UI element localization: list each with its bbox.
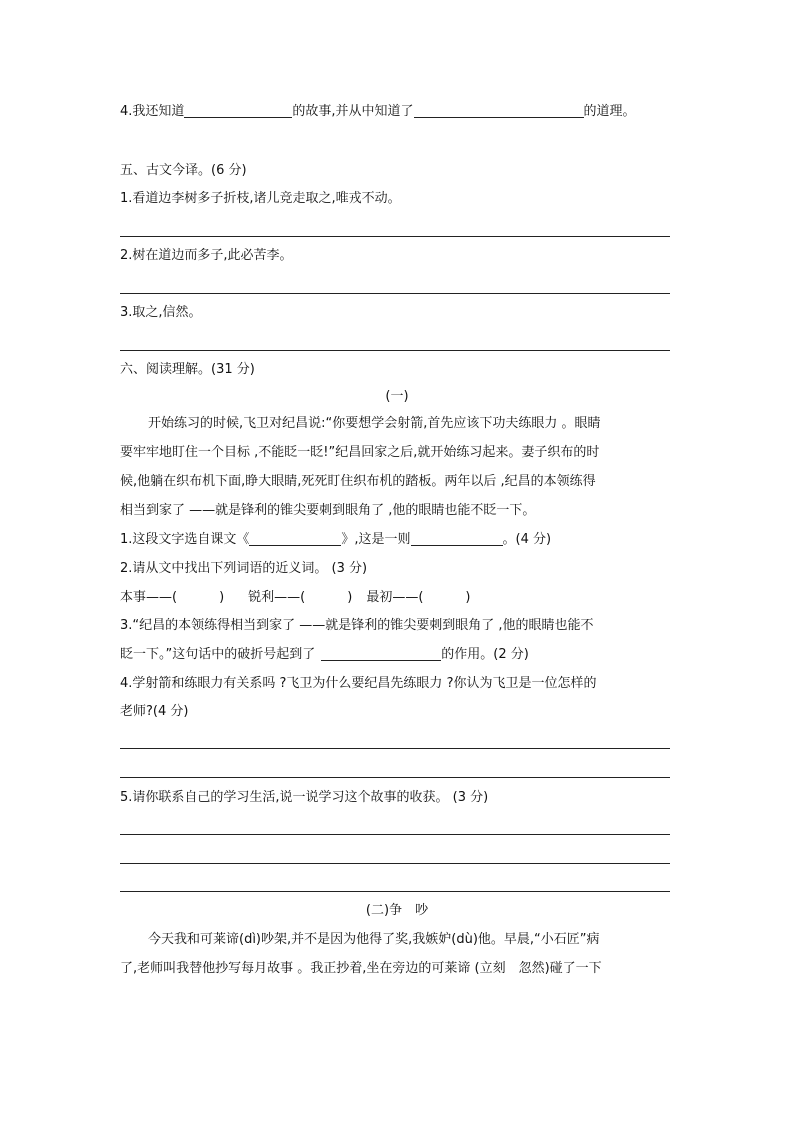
section5-title: 五、古文今译。(6 分) (120, 163, 247, 178)
q1-text-b: 》,这是一则 (341, 532, 411, 547)
q1-text-a: 1.这段文字选自课文《 (120, 532, 250, 547)
passage-line-4: 相当到家了 ——就是锋利的锥尖要刺到眼角了 ,他的眼睛也能不眨一下。 (120, 503, 536, 518)
q3-text-a: 眨一下。”这句话中的破折号起到了 (120, 647, 316, 662)
q4-prev-text-a: 4.我还知道 (120, 104, 185, 119)
q1-line (120, 531, 551, 549)
q1-blank-1[interactable] (249, 531, 341, 546)
q1-blank-2[interactable] (411, 531, 503, 546)
q4-prev-line (120, 103, 636, 121)
q4-line-1: 4.学射箭和练眼力有关系吗 ?飞卫为什么要纪昌先练眼力 ?你认为飞卫是一位怎样的 (120, 676, 597, 691)
q4-prev-blank-1[interactable] (184, 103, 292, 118)
answer-line[interactable] (120, 863, 670, 864)
answer-line[interactable] (120, 748, 670, 749)
passage-line-1: 开始练习的时候,飞卫对纪昌说:“你要想学会射箭,首先应该下功夫练眼力 。眼睛 (148, 416, 601, 431)
passage-line-2: 要牢牢地盯住一个目标 ,不能眨一眨!”纪昌回家之后,就开始练习起来。妻子织布的时 (120, 445, 600, 460)
syn-3-close: ) (465, 590, 471, 605)
q4-prev-blank-2[interactable] (414, 103, 584, 118)
passage2-line-1: 今天我和可莱谛(dì)吵架,并不是因为他得了奖,我嫉妒(dù)他。早晨,“小石匠”病 (148, 932, 600, 947)
passage2-line-2: 了,老师叫我替他抄写每月故事 。我正抄着,坐在旁边的可莱谛 (立刻 忽然)碰了一下 (120, 961, 602, 976)
q3-blank[interactable] (321, 646, 441, 661)
section5-item-1: 1.看道边李树多子折枝,诸儿竞走取之,唯戎不动。 (120, 191, 401, 206)
syn-3-label: 最初——( (366, 590, 424, 605)
syn-1-label: 本事——( (120, 590, 178, 605)
q3-text-b: 的作用。(2 分) (441, 647, 529, 662)
answer-line[interactable] (120, 293, 670, 294)
passage-line-3: 候,他躺在织布机下面,睁大眼睛,死死盯住织布机的踏板。两年以后 ,纪昌的本领练得 (120, 474, 596, 489)
syn-2-label: 锐利——( (248, 590, 306, 605)
q2-synonyms (120, 589, 470, 607)
answer-line[interactable] (120, 777, 670, 778)
answer-line[interactable] (120, 350, 670, 351)
answer-line[interactable] (120, 891, 670, 892)
part1-title: (一) (385, 389, 409, 404)
answer-line[interactable] (120, 236, 670, 237)
q1-text-c: 。(4 分) (502, 532, 552, 547)
syn-2-close: ) (347, 590, 353, 605)
syn-1-close: ) (219, 590, 225, 605)
q2-line: 2.请从文中找出下列词语的近义词。 (3 分) (120, 561, 368, 576)
q4-line-2: 老师?(4 分) (120, 704, 189, 719)
q3-line-1: 3.“纪昌的本领练得相当到家了 ——就是锋利的锥尖要刺到眼角了 ,他的眼睛也能不 (120, 618, 594, 633)
section6-title: 六、阅读理解。(31 分) (120, 362, 255, 377)
q3-line-2 (120, 646, 529, 664)
q4-prev-text-c: 的道理。 (583, 104, 636, 119)
answer-line[interactable] (120, 834, 670, 835)
q5-line: 5.请你联系自己的学习生活,说一说学习这个故事的收获。 (3 分) (120, 790, 489, 805)
q4-prev-text-b: 的故事,并从中知道了 (292, 104, 414, 119)
part2-title: (二)争 吵 (365, 903, 429, 918)
section5-item-2: 2.树在道边而多子,此必苦李。 (120, 248, 293, 263)
section5-item-3: 3.取之,信然。 (120, 305, 202, 320)
